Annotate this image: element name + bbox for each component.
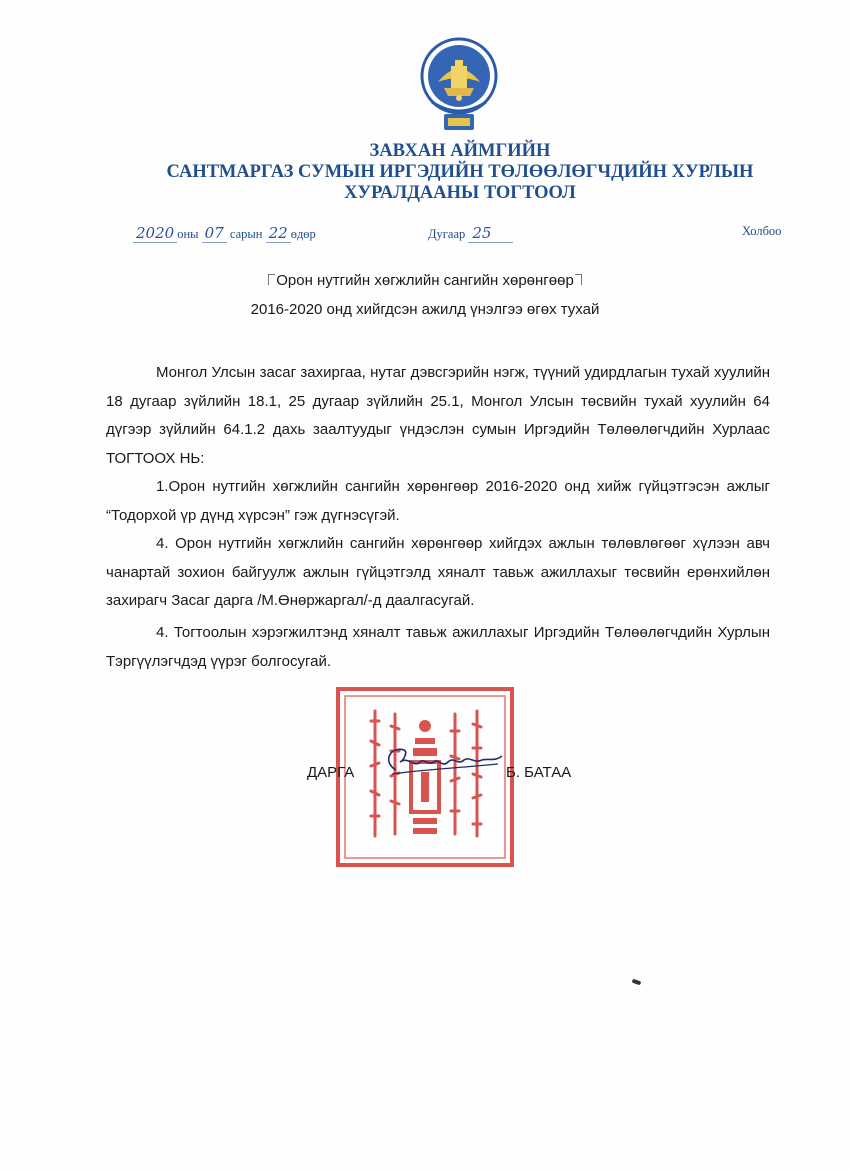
date-year: 2020 xyxy=(133,224,177,243)
paragraph-item-3: 4. Тогтоолын хэрэгжилтэнд хяналт тавьж ажиллахыг Иргэдийн Төлөөлөгчдийн Хурлын Тэргүүлэгчдэд үүрэг болгосугай. xyxy=(106,624,770,670)
header-resolution: ХУРАЛДААНЫ ТОГТООЛ xyxy=(344,183,576,203)
date-day-suffix: өдөр xyxy=(290,227,316,241)
paragraph-preamble: Монгол Улсын засаг захиргаа, нутаг дэвсгэрийн нэгж, түүний удирдлагын тухай хуулийн 18 дугаар зүйлийн 18.1, 25 дугаар зүйлийн 25.1, Монгол Улсын төсвийн тухай хуулийн 64 дүгээр зүйлийн 64.1.2 дахь заалтуудыг үндэслэн сумын Иргэдийн Төлөөлөгчдийн Хурлаас ТОГТООХ НЬ: xyxy=(106,364,770,467)
date-line xyxy=(133,224,316,242)
subject-line-1 xyxy=(130,272,720,289)
paragraph-item-1: 1.Орон нутгийн хөгжлийн сангийн хөрөнгөөр 2016-2020 онд хийж гүйцэтгэсэн ажлыг “Тодорхой үр дүнд хүрсэн” гэж дүгнэсүгэй. xyxy=(106,478,770,524)
subject-line-2: 2016-2020 онд хийгдсэн ажилд үнэлгээ өгөх тухай xyxy=(250,301,600,318)
date-year-suffix: оны xyxy=(177,227,199,241)
signatory-title: ДАРГА xyxy=(307,764,355,781)
place-label: Холбоо xyxy=(742,224,782,238)
number-value: 25 xyxy=(468,224,513,243)
number-label: Дугаар xyxy=(428,227,466,241)
state-emblem-icon xyxy=(418,36,500,136)
signatory-name: Б. БАТАА xyxy=(506,764,572,781)
date-day: 22 xyxy=(266,224,291,243)
ink-speck xyxy=(632,979,642,986)
subject-text-1: Орон нутгийн хөгжлийн сангийн хөрөнгөөр xyxy=(276,272,574,289)
paragraph-item-2: 4. Орон нутгийн хөгжлийн сангийн хөрөнгөөр хийгдэх ажлын төлөвлөгөөг хүлээн авч чанартай зохион байгуулж ажлын гүйцэтгэлд хяналт тавьж ажиллахыг төсвийн ерөнхийлөн захирагч Засаг дарга /М.Өнөржаргал/-д даалгасугай. xyxy=(106,535,770,609)
header-aimag: ЗАВХАН АЙМГИЙН xyxy=(369,141,551,161)
signature-icon xyxy=(378,740,508,784)
date-month: 07 xyxy=(202,224,227,243)
header-council: САНТМАРГАЗ СУМЫН ИРГЭДИЙН ТӨЛӨӨЛӨГЧДИЙН ХУРЛЫН xyxy=(166,162,754,182)
number-line xyxy=(428,224,513,242)
date-month-suffix: сарын xyxy=(229,227,263,241)
